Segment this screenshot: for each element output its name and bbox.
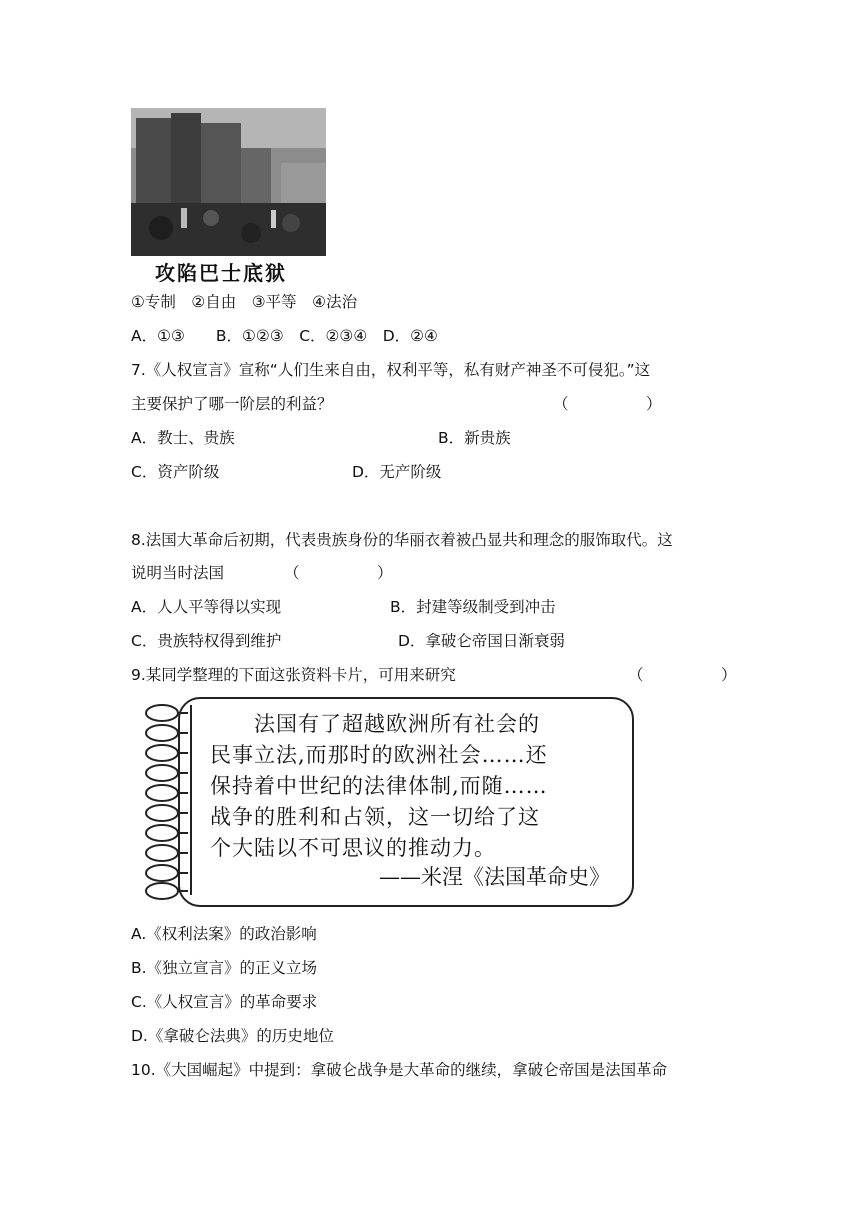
card-row: 法国有了超越欧洲所有社会的 [210, 712, 540, 736]
q8-answer-paren: （ ） [284, 564, 393, 582]
q6-options: A．①③ B．①②③ C．②③④ D．②④ [131, 327, 438, 345]
q8-option-d: D．拿破仑帝国日渐衰弱 [398, 632, 565, 650]
q8-option-c: C．贵族特权得到维护 [131, 632, 282, 650]
q8-stem-line1: 8.法国大革命后初期，代表贵族身份的华丽衣着被凸显共和理念的服饰取代。这 [131, 531, 673, 549]
resource-card-text [210, 709, 620, 864]
card-source: ——米涅《法国革命史》 [379, 865, 610, 889]
q10-stem-line1: 10.《大国崛起》中提到：拿破仑战争是大革命的继续，拿破仑帝国是法国革命 [131, 1061, 668, 1079]
card-row: 个大陆以不可思议的推动力。 [210, 836, 496, 860]
q7-option-c: C．资产阶级 [131, 463, 220, 481]
q9-option-a: A.《权利法案》的政治影响 [131, 925, 317, 943]
q8-option-a: A．人人平等得以实现 [131, 598, 282, 616]
q8-option-b: B．封建等级制受到冲击 [390, 598, 556, 616]
resource-card [142, 697, 632, 905]
spiral-binding-icon [142, 697, 202, 903]
q8-stem-line2: 说明当时法国 [131, 564, 225, 582]
card-row: 民事立法,而那时的欧洲社会……还 [210, 743, 548, 767]
q9-option-d: D.《拿破仑法典》的历史地位 [131, 1027, 334, 1045]
card-row: 战争的胜利和占领，这一切给了这 [210, 805, 540, 829]
q7-option-a: A．教士、贵族 [131, 429, 235, 447]
q7-option-d: D．无产阶级 [352, 463, 442, 481]
q7-answer-paren: （ ） [553, 395, 662, 413]
q7-stem-line1: 7.《人权宣言》宣称“人们生来自由，权利平等，私有财产神圣不可侵犯。”这 [131, 361, 651, 379]
storming-bastille-image [131, 108, 326, 256]
q7-option-b: B．新贵族 [438, 429, 511, 447]
q7-stem-line2: 主要保护了哪一阶层的利益？ [131, 395, 333, 413]
q9-answer-paren: （ ） [628, 666, 737, 684]
resource-card-body [178, 697, 634, 907]
q6-items: ①专制 ②自由 ③平等 ④法治 [131, 293, 358, 311]
q9-option-b: B.《独立宣言》的正义立场 [131, 959, 318, 977]
card-margin-line [190, 705, 192, 895]
card-row: 保持着中世纪的法律体制,而随…… [210, 774, 548, 798]
q9-stem: 9.某同学整理的下面这张资料卡片，可用来研究 [131, 666, 456, 684]
q9-option-c: C.《人权宣言》的革命要求 [131, 993, 318, 1011]
image-caption: 攻陷巴士底狱 [155, 261, 287, 285]
